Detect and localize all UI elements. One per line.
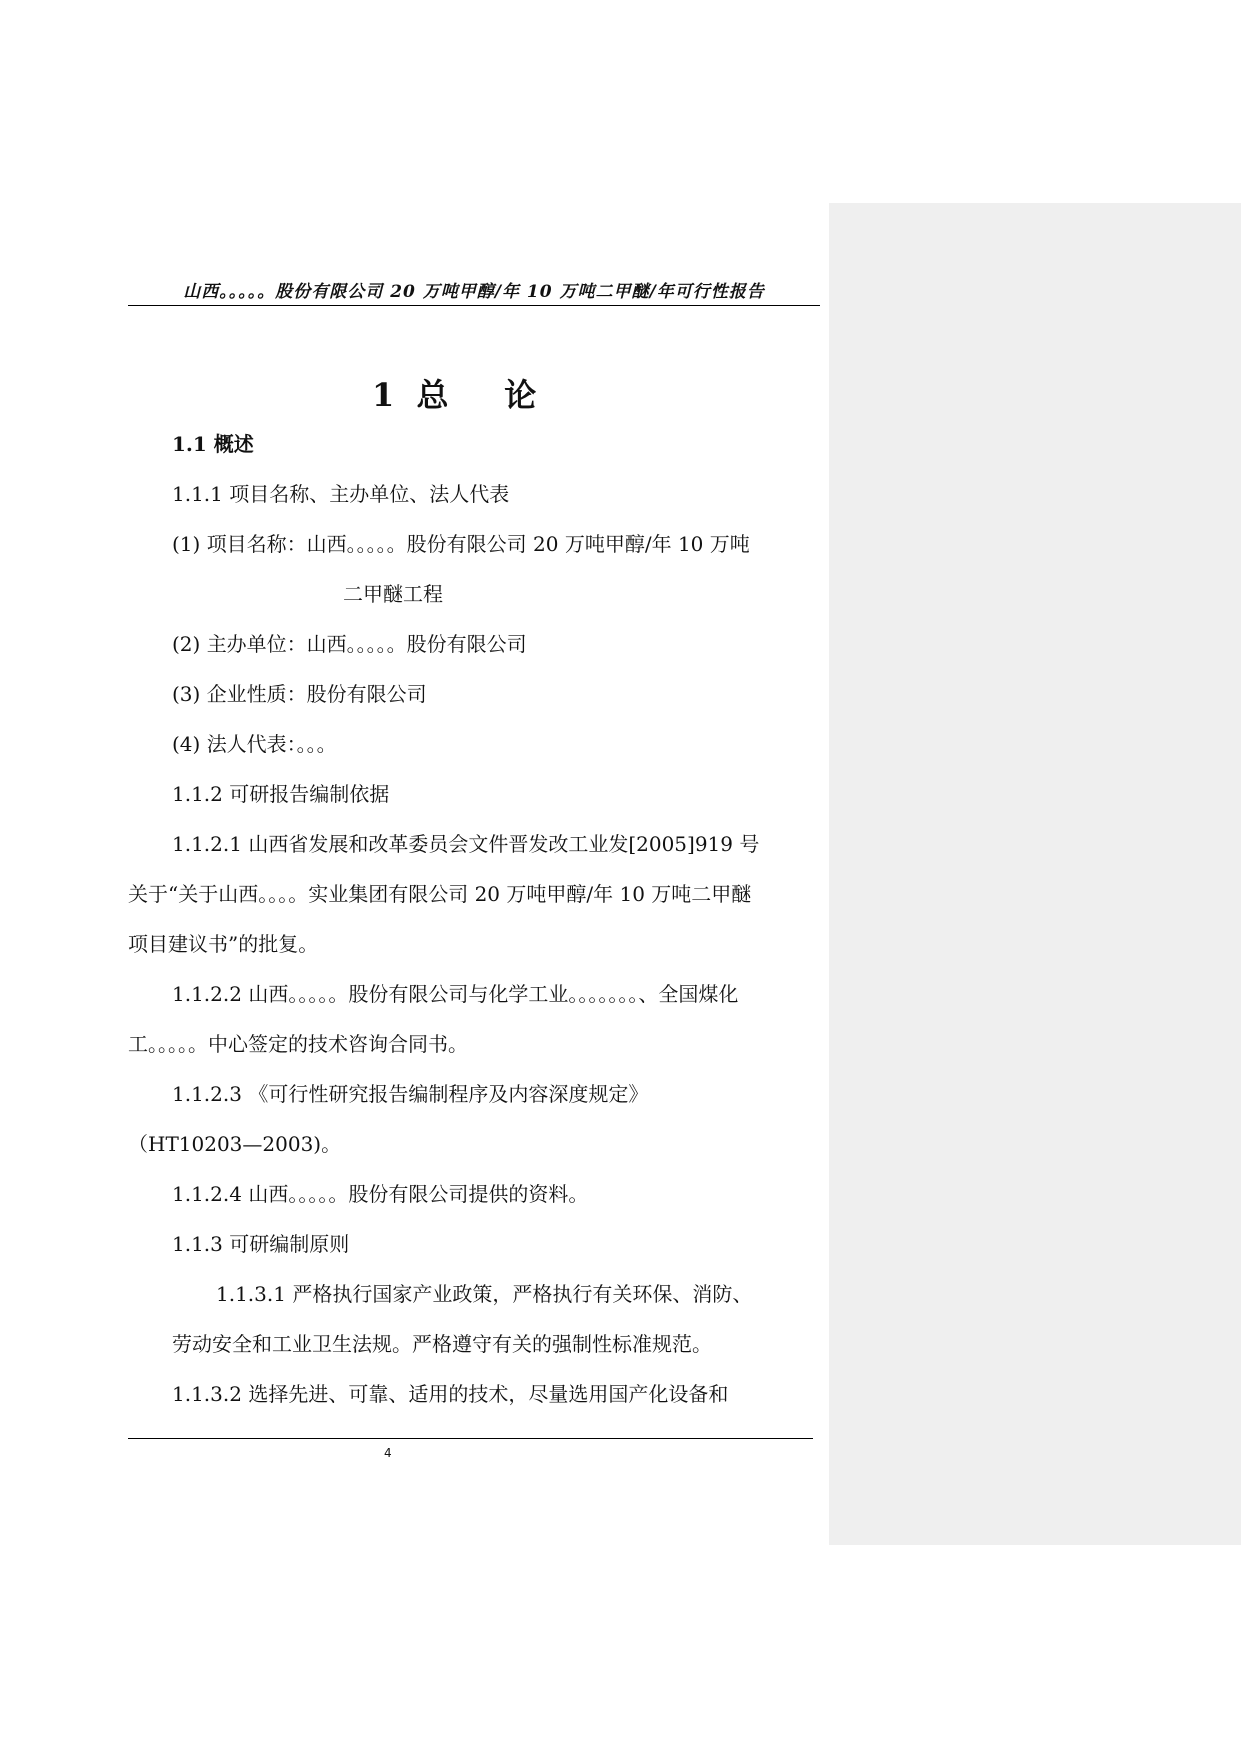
paragraph-1-1-3-2-line-1: 1.1.3.2 选择先进、可靠、适用的技术，尽量选用国产化设备和 <box>172 1382 729 1406</box>
comment-pane <box>829 203 1241 1545</box>
paragraph-1-1-2-2-line-1: 1.1.2.2 山西。。。。。股份有限公司与化学工业。。。。。。。、全国煤化 <box>172 982 739 1006</box>
item-1-project-name-continued: 二甲醚工程 <box>343 582 443 606</box>
paragraph-1-1-2-3-line-1: 1.1.2.3 《可行性研究报告编制程序及内容深度规定》 <box>172 1082 649 1106</box>
subsection-heading-1-1-3: 1.1.3 可研编制原则 <box>172 1232 350 1256</box>
paragraph-1-1-3-1-line-1: 1.1.3.1 严格执行国家产业政策，严格执行有关环保、消防、 <box>216 1282 753 1306</box>
subsection-heading-1-1-1: 1.1.1 项目名称、主办单位、法人代表 <box>172 482 510 506</box>
chapter-title: 1 总 论 <box>372 376 537 414</box>
paragraph-1-1-2-3-line-2: （HT10203—2003)。 <box>128 1132 342 1156</box>
paragraph-1-1-3-1-line-2: 劳动安全和工业卫生法规。严格遵守有关的强制性标准规范。 <box>172 1332 712 1356</box>
paragraph-1-1-2-1-line-2: 关于“关于山西。。。。实业集团有限公司 20 万吨甲醇/年 10 万吨二甲醚 <box>128 882 752 906</box>
item-4-legal-representative: (4) 法人代表：。。。 <box>172 732 337 756</box>
paragraph-1-1-2-1-line-1: 1.1.2.1 山西省发展和改革委员会文件晋发改工业发[2005]919 号 <box>172 832 760 856</box>
section-heading-1-1: 1.1 概述 <box>172 432 254 456</box>
footer-rule <box>128 1438 813 1439</box>
paragraph-1-1-2-2-line-2: 工。。。。。中心签定的技术咨询合同书。 <box>128 1032 468 1056</box>
running-header: 山西。。。。。股份有限公司 20 万吨甲醇/年 10 万吨二甲醚/年可行性报告 <box>183 282 765 302</box>
subsection-heading-1-1-2: 1.1.2 可研报告编制依据 <box>172 782 390 806</box>
paragraph-1-1-2-4: 1.1.2.4 山西。。。。。股份有限公司提供的资料。 <box>172 1182 589 1206</box>
item-2-sponsor: (2) 主办单位：山西。。。。。股份有限公司 <box>172 632 527 656</box>
page-number: 4 <box>384 1446 392 1460</box>
item-3-company-type: (3) 企业性质：股份有限公司 <box>172 682 427 706</box>
item-1-project-name: (1) 项目名称：山西。。。。。股份有限公司 20 万吨甲醇/年 10 万吨 <box>172 532 750 556</box>
paragraph-1-1-2-1-line-3: 项目建议书”的批复。 <box>128 932 319 956</box>
header-rule <box>128 305 820 306</box>
